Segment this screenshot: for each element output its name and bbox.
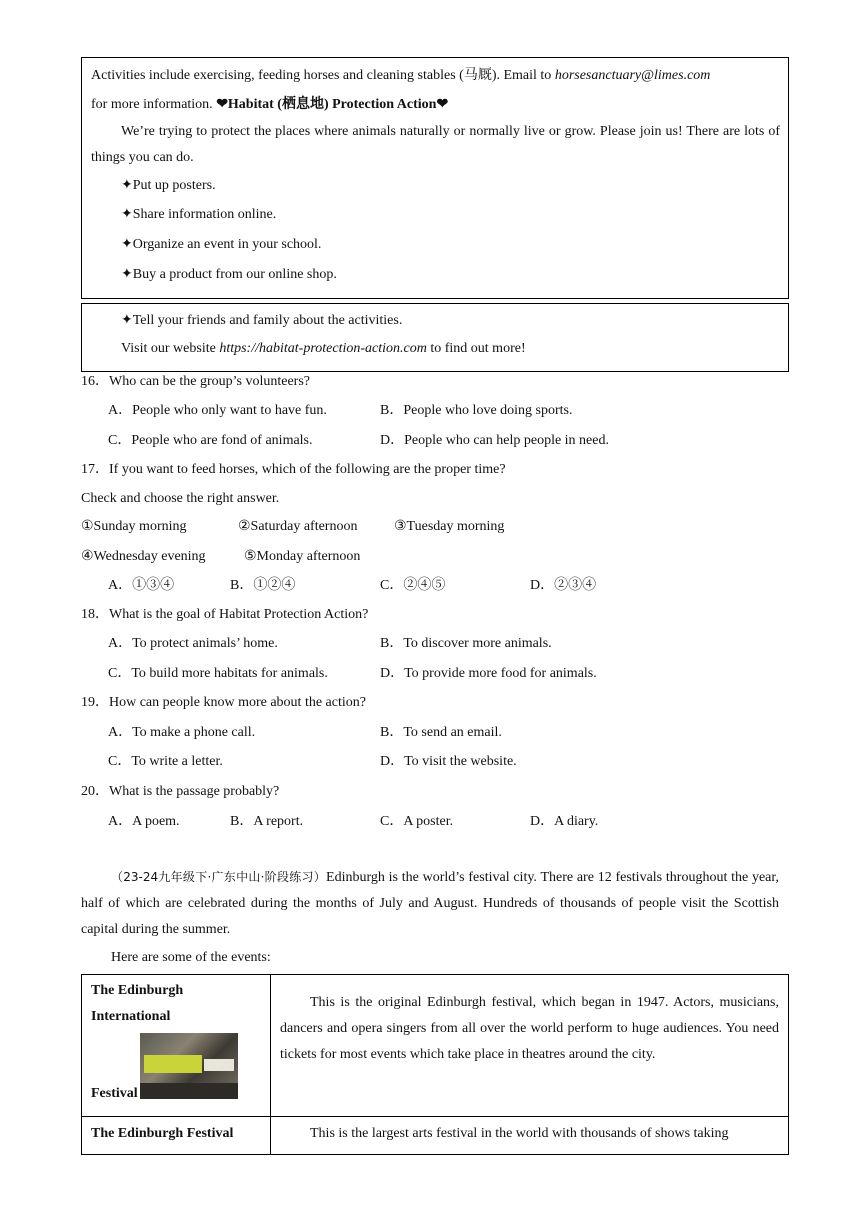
q20-option-d[interactable]: D．A diary. xyxy=(530,814,599,829)
q18-option-d[interactable]: D．To provide more food for animals. xyxy=(380,666,597,681)
event-name-line3: Festival xyxy=(91,1086,138,1101)
habitat-intro: We’re trying to protect the places where animals naturally or normally live or grow. Please join us! There are lots of things you can do. xyxy=(91,124,780,165)
q19-option-b[interactable]: B．To send an email. xyxy=(380,725,502,740)
event-desc-cell xyxy=(271,975,789,1117)
activities-line xyxy=(91,67,710,85)
q19-option-a[interactable]: A．To make a phone call. xyxy=(108,725,256,740)
habitat-heading: ❤Habitat (栖息地) Protection Action❤ xyxy=(216,97,449,112)
q17-time-4: ④Wednesday evening xyxy=(81,549,206,564)
question-18-stem: 18．What is the goal of Habitat Protection Action? xyxy=(81,607,369,622)
q17-option-b[interactable]: B．①②④ xyxy=(230,578,296,593)
bullet-posters: ✦Put up posters. xyxy=(121,178,216,193)
question-17-note: Check and choose the right answer. xyxy=(81,491,280,506)
passage-source: （23-24九年级下·广东中山·阶段练习） xyxy=(111,870,327,884)
more-info-text: for more information. xyxy=(91,97,217,112)
question-20-stem: 20．What is the passage probably? xyxy=(81,784,280,799)
q17-option-a[interactable]: A．①③④ xyxy=(108,578,175,593)
q19-option-c[interactable]: C．To write a letter. xyxy=(108,754,223,769)
event-description: This is the original Edinburgh festival, which began in 1947. Actors, musicians, dancers and opera singers from all over the world perform to huge audiences. You need tickets for most events which take place in theatres around the city. xyxy=(280,995,779,1062)
visit-website-line xyxy=(121,340,526,358)
event-name-cell xyxy=(82,975,271,1117)
event-desc-cell xyxy=(271,1117,789,1155)
q17-time-1: ①Sunday morning xyxy=(81,519,187,534)
events-intro: Here are some of the events: xyxy=(111,950,271,965)
website-link[interactable]: https://habitat-protection-action.com xyxy=(219,341,427,356)
question-17-stem: 17．If you want to feed horses, which of the following are the proper time? xyxy=(81,462,506,477)
activities-text: Activities include exercising, feeding horses and cleaning stables (马厩). Email to xyxy=(91,68,555,83)
bullet-tell-friends: ✦Tell your friends and family about the activities. xyxy=(121,313,403,328)
visit-text-end: to find out more! xyxy=(426,341,526,356)
event-description: This is the largest arts festival in the world with thousands of shows taking xyxy=(310,1126,729,1141)
bullet-share-online: ✦Share information online. xyxy=(121,207,277,222)
q20-option-a[interactable]: A．A poem. xyxy=(108,814,180,829)
q18-option-c[interactable]: C．To build more habitats for animals. xyxy=(108,666,328,681)
q16-option-b[interactable]: B．People who love doing sports. xyxy=(380,403,573,418)
email-address[interactable]: horsesanctuary@limes.com xyxy=(554,68,711,83)
q20-option-c[interactable]: C．A poster. xyxy=(380,814,454,829)
event-name-cell xyxy=(82,1117,271,1155)
q17-time-5: ⑤Monday afternoon xyxy=(244,549,361,564)
event-name-line1: The Edinburgh xyxy=(91,983,184,998)
q20-option-b[interactable]: B．A report. xyxy=(230,814,304,829)
question-16-stem: 16．Who can be the group’s volunteers? xyxy=(81,374,310,389)
q19-option-d[interactable]: D．To visit the website. xyxy=(380,754,517,769)
info-box-horses xyxy=(81,57,789,299)
q18-option-a[interactable]: A．To protect animals’ home. xyxy=(108,636,278,651)
festival-photo xyxy=(140,1033,238,1099)
table-row xyxy=(82,975,789,1117)
more-info-line xyxy=(91,96,448,114)
q16-option-d[interactable]: D．People who can help people in need. xyxy=(380,433,609,448)
table-row xyxy=(82,1117,789,1155)
q17-option-c[interactable]: C．②④⑤ xyxy=(380,578,446,593)
q18-option-b[interactable]: B．To discover more animals. xyxy=(380,636,552,651)
q16-option-a[interactable]: A．People who only want to have fun. xyxy=(108,403,327,418)
events-table xyxy=(81,974,789,1155)
passage-text: Edinburgh is the world’s festival city. There are 12 festivals throughout the year, half of which are celebrated during the months of July and August. Hundreds of thousands of people visit the Scottish capital during the summer. xyxy=(81,870,779,937)
event-name-line1: The Edinburgh Festival xyxy=(91,1126,234,1141)
bullet-organize-event: ✦Organize an event in your school. xyxy=(121,237,322,252)
q17-option-d[interactable]: D．②③④ xyxy=(530,578,597,593)
question-19-stem: 19．How can people know more about the action? xyxy=(81,695,366,710)
q17-time-3: ③Tuesday morning xyxy=(394,519,505,534)
info-box-website xyxy=(81,303,789,372)
visit-text: Visit our website xyxy=(121,341,220,356)
q17-time-2: ②Saturday afternoon xyxy=(238,519,358,534)
bullet-buy-product: ✦Buy a product from our online shop. xyxy=(121,267,337,282)
q16-option-c[interactable]: C．People who are fond of animals. xyxy=(108,433,313,448)
passage-intro xyxy=(81,864,779,943)
event-name-line2: International xyxy=(91,1009,171,1024)
